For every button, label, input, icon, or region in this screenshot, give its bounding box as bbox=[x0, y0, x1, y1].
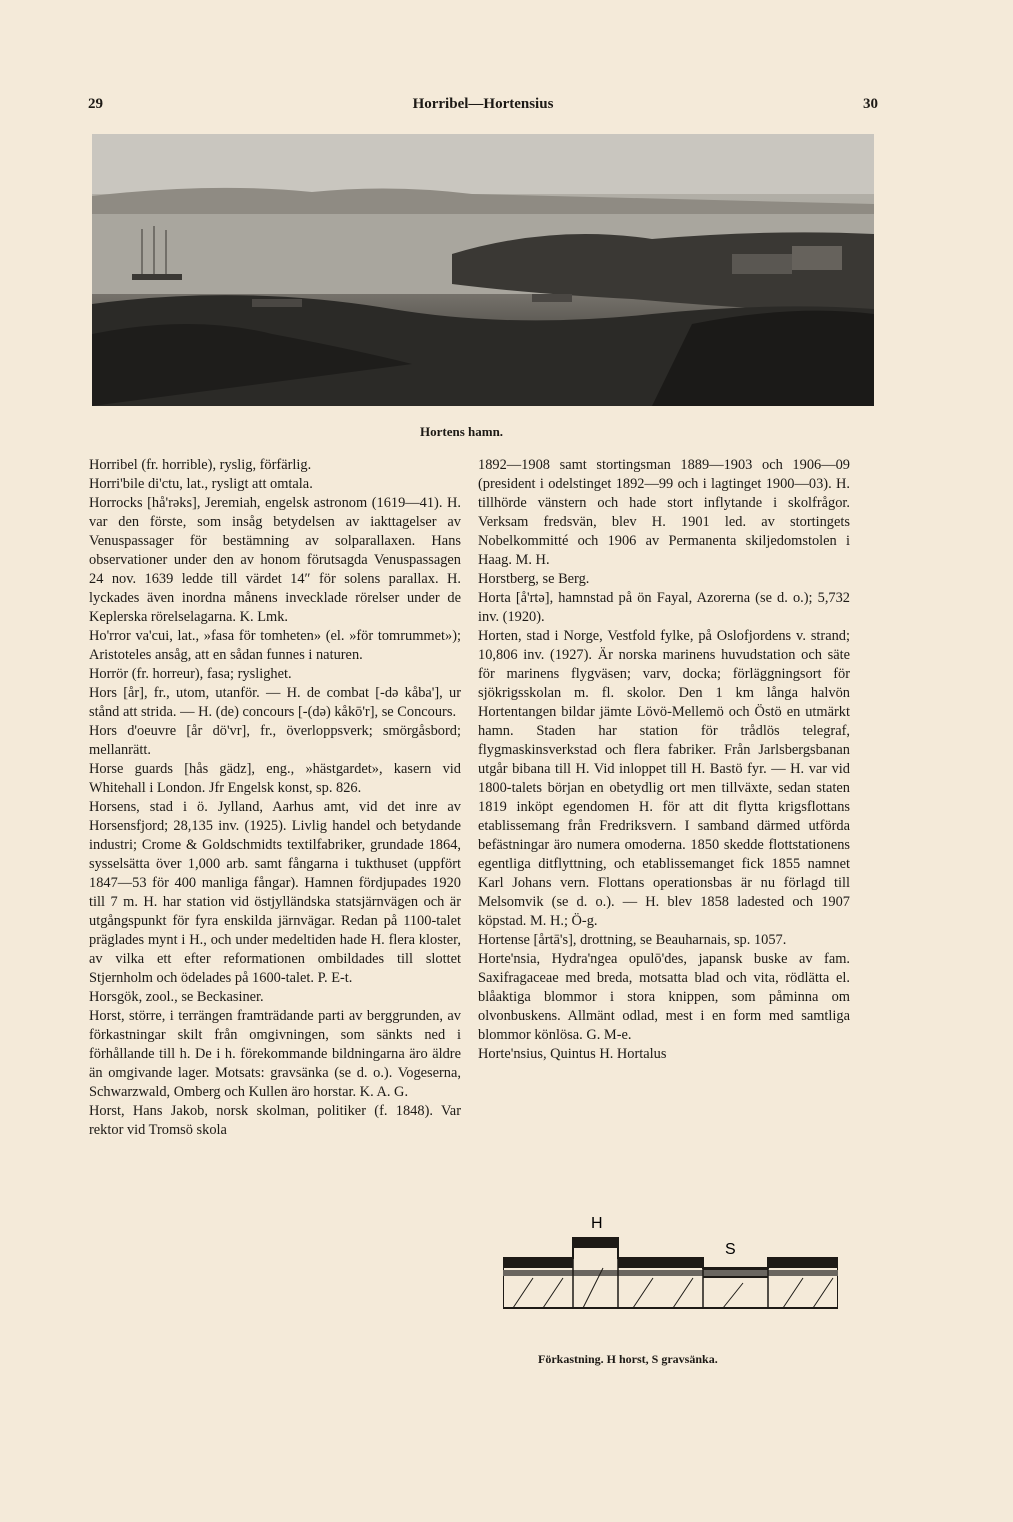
entry-horten: Horten, stad i Norge, Vestfold fylke, på Oslofjordens v. strand; 10,806 inv. (1927). Är norska marinens huvudstation och säte för marinens flygväsen; varv, docka; förläggningsort för sjökrigsskolan m. fl. skolor. Den 1 km långa halvön Hortentangen bildar jämte Lövö-Mellemö och Östö en utmärkt hamn. Staden har station för trådlös telegraf, flygmaskinsverkstad och flera fabriker. Från Jarlsbergsbanan utgår bibana till H. Vid inloppet till H. Bastö fyr. — H. var vid 1800-talets början en obetydlig ort men tillväxte, sedan staten 1819 inköpt egendomen H. för att dit flytta krigsflottans etablissemang från Fredriksvern. I samband därmed utförda befästningar äro numera omoderna. 1850 skedde flottstationens egentliga ditflyttning, och etablissemanget fick 1855 namnet Karl Johans vern. Flottans operationsbas är nu förlagd till Melsomvik (se d. o.). — H. blev 1858 ladested och 1907 köpstad. M. H.; Ö-g. bbox=[478, 628, 850, 929]
entry-horsgok: Horsgök, zool., se Beckasiner. bbox=[89, 989, 264, 1005]
diagram-caption: Förkastning. H horst, S gravsänka. bbox=[538, 1352, 718, 1366]
entry-horribel: Horribel (fr. horrible), ryslig, förfärlig. bbox=[89, 457, 312, 473]
entry-horse-guards: Horse guards [hås gädz], eng., »hästgardet», kasern vid Whitehall i London. Jfr Engelsk konst, sp. 826. bbox=[89, 761, 461, 796]
horst-graben-diagram bbox=[503, 1208, 838, 1348]
diagram-label-s: S bbox=[725, 1241, 736, 1258]
right-column bbox=[478, 456, 850, 1064]
right-page-number: 30 bbox=[863, 96, 878, 112]
entry-horsens: Horsens, stad i ö. Jylland, Aarhus amt, vid det inre av Horsensfjord; 28,135 inv. (1925). Livlig handel och betydande industri; Crome & Goldschmidts textilfabriker, grundade 1864, sysselsätta över 1,000 arb. samt fångarna i tukthuset (uppfört 1847—53 för 400 manliga fångar). Hamnen fördjupades 1920 till 7 m. H. har station vid östjylländska statsjärnvägen och är utgångspunkt för fyra enskilda järnvägar. Redan på 1100-talet präglades mynt i H., och under medeltiden hade H. flera kloster, av vilka ett efter reformationen ombildades till slottet Stjernholm och ödelades på 1600-talet. P. E-t. bbox=[89, 799, 461, 986]
photo-caption: Hortens hamn. bbox=[420, 424, 504, 439]
running-title: Horribel—Hortensius bbox=[412, 96, 554, 112]
entry-horror-vacui: Ho'rror va'cui, lat., »fasa för tomheten» (el. »för tomrummet»); Aristoteles ansåg, att en sådan funnes i naturen. bbox=[89, 628, 461, 663]
entry-horst-hans-jakob: Horst, Hans Jakob, norsk skolman, politiker (f. 1848). Var rektor vid Tromsö skola bbox=[89, 1103, 461, 1138]
entry-horror: Horrör (fr. horreur), fasa; ryslighet. bbox=[89, 666, 292, 682]
harbor-photograph bbox=[92, 134, 874, 406]
fault-diagram bbox=[503, 1208, 838, 1348]
entry-hortensius: Horte'nsius, Quintus H. Hortalus bbox=[478, 1046, 667, 1062]
entry-hors-doeuvre: Hors d'oeuvre [år dö'vr], fr., överloppsverk; smörgåsbord; mellanrätt. bbox=[89, 723, 461, 758]
entry-horribile-dictu: Horri'bile di'ctu, lat., rysligt att omtala. bbox=[89, 476, 313, 492]
entry-hortense: Hortense [årtā's], drottning, se Beauharnais, sp. 1057. bbox=[478, 932, 787, 948]
entry-horst: Horst, större, i terrängen framträdande parti av berggrunden, av förkastningar skilt från omgivningen, som sänkts ned i förhållande till h. De i h. förekommande bildningarna äro äldre än omgivande lager. Motsats: gravsänka (se d. o.). Vogeserna, Schwarzwald, Omberg och Kullen äro horstar. K. A. G. bbox=[89, 1008, 461, 1100]
entry-hortensia: Horte'nsia, Hydra'ngea opulō'des, japansk buske av fam. Saxifragaceae med breda, motsatta blad och vita, rödlätta el. blåaktiga blommor i stora knippen, som påminna om olvonbuskens. Allmänt odlad, mest i en form med samtliga blommor könlösa. G. M-e. bbox=[478, 951, 850, 1043]
left-page-number: 29 bbox=[88, 96, 103, 112]
harbor-photo-illustration bbox=[92, 134, 874, 406]
left-column bbox=[89, 456, 461, 1140]
entry-horst-continued: 1892—1908 samt stortingsman 1889—1903 och 1906—09 (president i odelstinget 1892—99 och i lagtinget 1900—03). H. tillhörde vänstern och hade stort inflytande i skolfrågor. Verksam fredsvän, blev H. 1901 led. av stortingets Nobelkommitté och 1906 av Permanenta skiljedomstolen i Haag. M. H. bbox=[478, 457, 850, 568]
page-header bbox=[88, 96, 878, 120]
entry-hors: Hors [år], fr., utom, utanför. — H. de combat [-də kåba'], ur stånd att strida. — H. (de) concours [-(də) kåkō'r], se Concours. bbox=[89, 685, 461, 720]
entry-horstberg: Horstberg, se Berg. bbox=[478, 571, 590, 587]
entry-horta: Horta [å'rtə], hamnstad på ön Fayal, Azorerna (se d. o.); 5,732 inv. (1920). bbox=[478, 590, 850, 625]
diagram-label-h: H bbox=[591, 1215, 603, 1232]
entry-horrocks: Horrocks [hå'rəks], Jeremiah, engelsk astronom (1619—41). H. var den förste, som insåg betydelsen av iakttagelser av Venuspassager för bestämning av solparallaxen. Hans observationer under den av honom förutsagda Venuspassagen 24 nov. 1639 ledde till värdet 14″ för solens parallax. H. lyckades även inordna månens invecklade rörelser under de Keplerska rörelselagarna. K. Lmk. bbox=[89, 495, 461, 625]
